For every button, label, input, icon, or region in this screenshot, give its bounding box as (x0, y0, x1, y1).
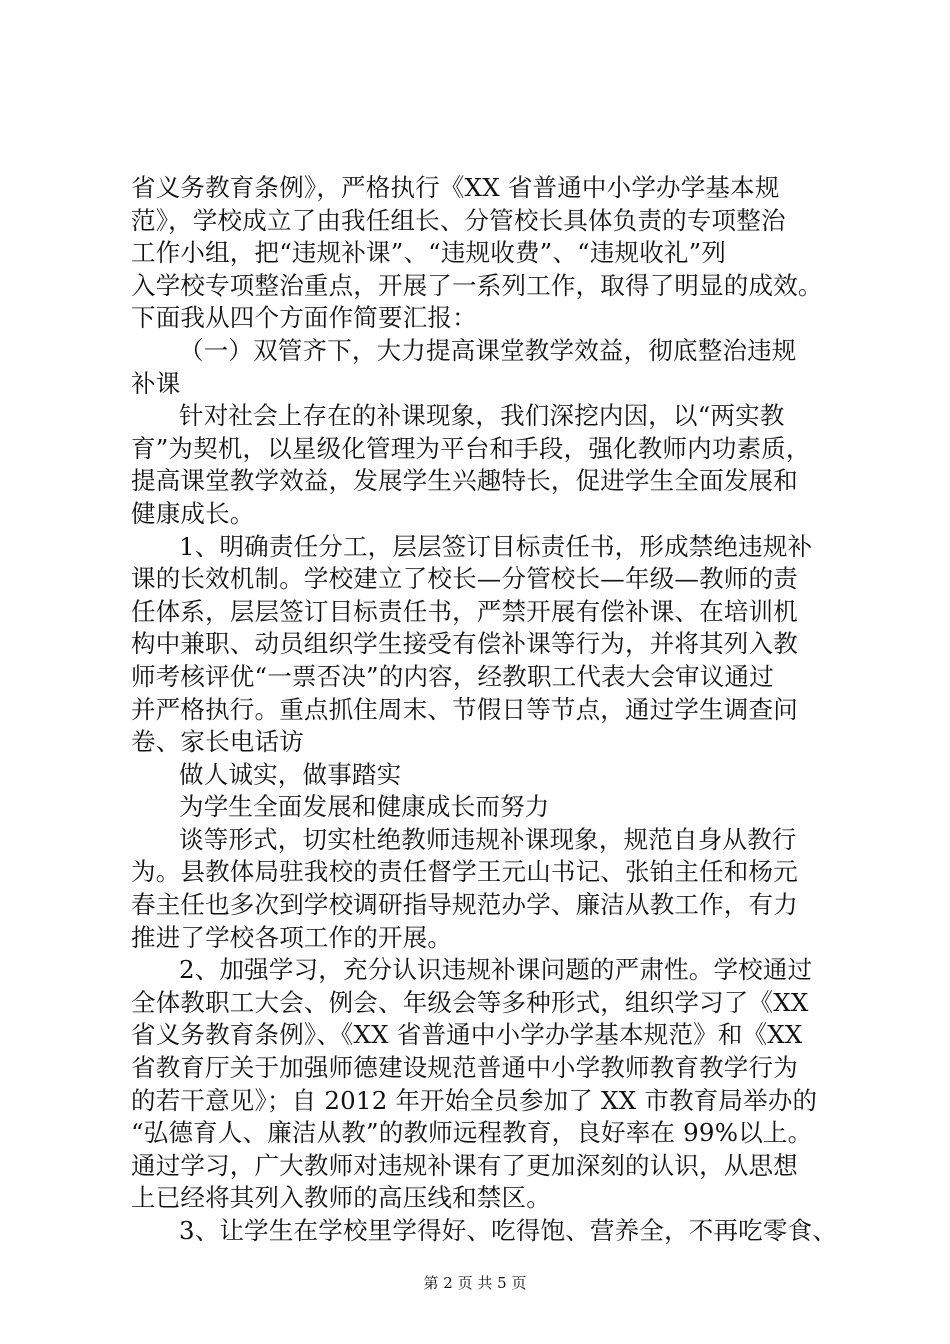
text-line: 健康成长。 (131, 498, 255, 528)
text-line: 范》，学校成立了由我任组长、分管校长具体负责的专项整治 (131, 205, 786, 235)
text-line: 为。县教体局驻我校的责任督学王元山书记、张铂主任和杨元 (131, 857, 798, 887)
text-line: 并严格执行。重点抓住周末、节假日等节点，通过学生调查问 (131, 694, 798, 724)
text-line: 卷、家长电话访 (131, 727, 304, 757)
text-line: 3、让学生在学校里学得好、吃得饱、营养全，不再吃零食、 (179, 1216, 837, 1245)
text-line: 师考核评优“一票否决”的内容，经教职工代表大会审议通过 (131, 661, 774, 691)
text-line: 课的长效机制。学校建立了校长—分管校长—年级—教师的责 (131, 564, 798, 594)
document-body (131, 172, 851, 1248)
text-line: 2、加强学习，充分认识违规补课问题的严肃性。学校通过 (179, 955, 813, 985)
text-line: 补课 (131, 368, 181, 398)
text-line: 为学生全面发展和健康成长而努力 (179, 792, 550, 822)
text-line: 育”为契机，以星级化管理为平台和手段，强化教师内功素质， (131, 433, 811, 463)
text-line: 全体教职工大会、例会、年级会等多种形式，组织学习了《XX (131, 987, 809, 1017)
text-line: 做人诚实，做事踏实 (179, 759, 402, 789)
text-line: 提高课堂教学效益，发展学生兴趣特长，促进学生全面发展和 (131, 466, 798, 496)
text-line: 1、明确责任分工，层层签订目标责任书，形成禁绝违规补 (179, 531, 813, 561)
text-line: 入学校专项整治重点，开展了一系列工作，取得了明显的成效。 (131, 270, 823, 300)
text-line: 任体系，层层签订目标责任书，严禁开展有偿补课、在培训机 (131, 596, 798, 626)
text-line: 谈等形式，切实杜绝教师违规补课现象，规范自身从教行 (179, 824, 797, 854)
text-line: 针对社会上存在的补课现象，我们深挖内因，以“两实教 (179, 401, 785, 431)
text-line: 工作小组，把“违规补课”、“违规收费”、“违规收礼”列 (131, 238, 727, 268)
text-line: “弘德育人、廉洁从教”的教师远程教育，良好率在 99%以上。 (131, 1118, 813, 1148)
text-line: 下面我从四个方面作简要汇报： (131, 303, 477, 333)
text-line: 春主任也多次到学校调研指导规范办学、廉洁从教工作，有力 (131, 890, 798, 920)
text-line: 省义务教育条例》，严格执行《XX 省普通中小学办学基本规 (131, 173, 780, 202)
text-line: （一）双管齐下，大力提高课堂教学效益，彻底整治违规 (179, 335, 797, 365)
text-line: 上已经将其列入教师的高压线和禁区。 (131, 1183, 551, 1213)
text-line: 省义务教育条例》、《XX 省普通中小学办学基本规范》和《XX (131, 1020, 803, 1050)
text-line: 推进了学校各项工作的开展。 (131, 922, 453, 952)
text-line: 通过学习，广大教师对违规补课有了更加深刻的认识，从思想 (131, 1150, 798, 1180)
text-line: 构中兼职、动员组织学生接受有偿补课等行为，并将其列入教 (131, 629, 798, 659)
text-line: 省教育厅关于加强师德建设规范普通中小学教师教育教学行为 (131, 1053, 798, 1083)
page-footer: 第 2 页 共 5 页 (423, 1274, 527, 1292)
text-line: 的若干意见》；自 2012 年开始全员参加了 XX 市教育局举办的 (131, 1085, 818, 1115)
